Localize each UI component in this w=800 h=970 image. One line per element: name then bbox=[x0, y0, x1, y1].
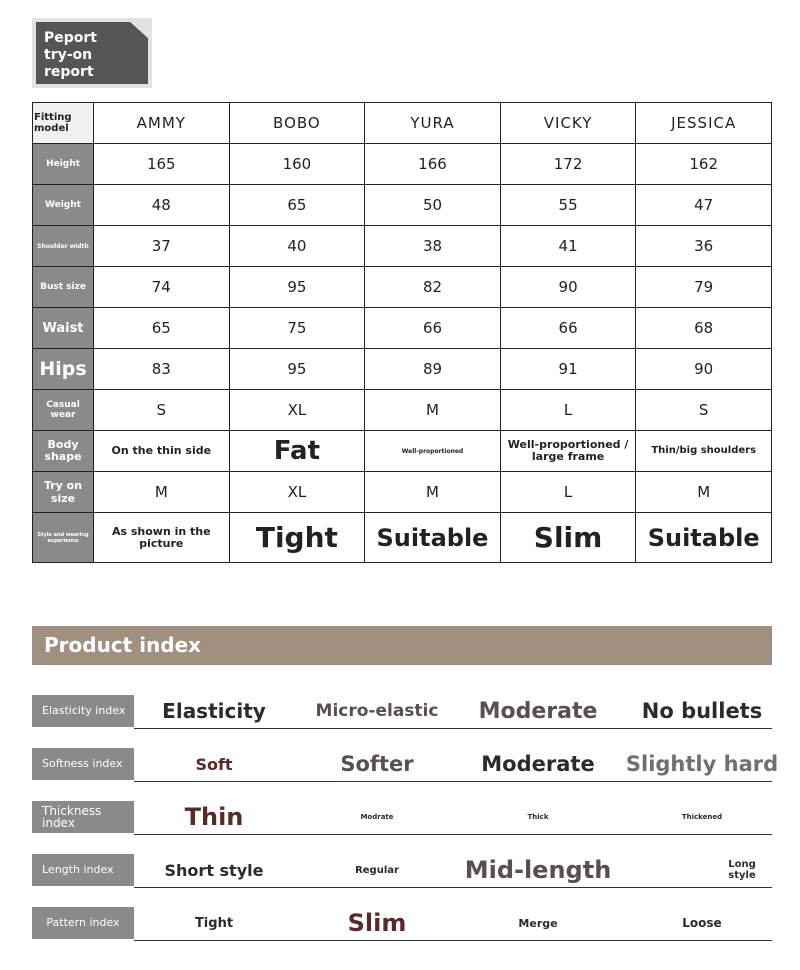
table-row bbox=[33, 144, 772, 185]
index-option: Thick bbox=[527, 813, 549, 821]
table-cell: M bbox=[636, 472, 772, 513]
index-option: Merge bbox=[518, 916, 558, 930]
model-name: VICKY bbox=[500, 103, 636, 144]
table-cell: 162 bbox=[636, 144, 772, 185]
index-option: Elasticity bbox=[162, 699, 266, 723]
index-row bbox=[32, 748, 779, 782]
corner-label: Fitting model bbox=[33, 103, 94, 144]
table-cell: 37 bbox=[94, 226, 230, 267]
table-cell: 172 bbox=[500, 144, 636, 185]
table-cell: 66 bbox=[365, 308, 501, 349]
table-cell: 160 bbox=[229, 144, 365, 185]
model-name: JESSICA bbox=[636, 103, 772, 144]
table-row bbox=[33, 513, 772, 563]
table-cell: 75 bbox=[229, 308, 365, 349]
table-cell: 79 bbox=[636, 267, 772, 308]
index-option: Regular bbox=[355, 864, 399, 876]
row-divider bbox=[134, 887, 772, 888]
fitting-table bbox=[32, 102, 772, 563]
index-option: No bullets bbox=[641, 699, 763, 723]
index-row bbox=[32, 695, 772, 729]
report-title: Peport try-on report bbox=[44, 30, 97, 80]
row-label: Style and wearing experience bbox=[33, 513, 94, 563]
index-option: Softer bbox=[340, 752, 414, 776]
table-cell: 83 bbox=[94, 349, 230, 390]
table-cell: 38 bbox=[365, 226, 501, 267]
table-row bbox=[33, 349, 772, 390]
index-option: Slightly hard bbox=[625, 752, 779, 776]
table-cell: Well-proportioned / large frame bbox=[500, 431, 636, 472]
table-cell: 48 bbox=[94, 185, 230, 226]
table-cell: 95 bbox=[229, 267, 365, 308]
table-cell: 82 bbox=[365, 267, 501, 308]
index-option: Thickened bbox=[681, 813, 723, 821]
table-cell: XL bbox=[229, 472, 365, 513]
row-label: Shoulder width bbox=[33, 226, 94, 267]
index-option: Moderate bbox=[481, 752, 595, 776]
row-divider bbox=[134, 728, 772, 729]
table-row bbox=[33, 472, 772, 513]
index-option: Thin bbox=[184, 803, 244, 831]
table-cell: Suitable bbox=[365, 513, 501, 563]
table-cell: Well-proportioned bbox=[365, 431, 501, 472]
table-cell: Fat bbox=[229, 431, 365, 472]
index-option: Modrate bbox=[360, 813, 394, 821]
row-label: Try on size bbox=[33, 472, 94, 513]
table-cell: 66 bbox=[500, 308, 636, 349]
table-cell: 74 bbox=[94, 267, 230, 308]
table-cell: 40 bbox=[229, 226, 365, 267]
product-index-title: Product index bbox=[32, 626, 772, 665]
table-cell: Suitable bbox=[636, 513, 772, 563]
index-option: Slim bbox=[347, 909, 407, 937]
index-option: Tight bbox=[194, 915, 234, 931]
table-cell: Tight bbox=[229, 513, 365, 563]
table-cell: 55 bbox=[500, 185, 636, 226]
table-cell: 47 bbox=[636, 185, 772, 226]
index-option: Soft bbox=[195, 754, 233, 774]
table-cell: 165 bbox=[94, 144, 230, 185]
table-cell: 90 bbox=[636, 349, 772, 390]
index-option: Moderate bbox=[478, 698, 598, 724]
table-cell: 65 bbox=[94, 308, 230, 349]
table-row bbox=[33, 185, 772, 226]
index-label: Length index bbox=[32, 854, 134, 886]
model-name: AMMY bbox=[94, 103, 230, 144]
table-cell: M bbox=[365, 472, 501, 513]
index-option: Mid-length bbox=[464, 856, 612, 884]
index-label: Elasticity index bbox=[32, 695, 134, 727]
table-cell: 95 bbox=[229, 349, 365, 390]
row-label: Waist bbox=[33, 308, 94, 349]
index-option: Short style bbox=[164, 860, 264, 880]
table-cell: 36 bbox=[636, 226, 772, 267]
table-row bbox=[33, 390, 772, 431]
index-option: Loose bbox=[682, 916, 722, 930]
index-row bbox=[32, 907, 772, 941]
row-label: Casual wear bbox=[33, 390, 94, 431]
table-cell: Slim bbox=[500, 513, 636, 563]
table-row bbox=[33, 308, 772, 349]
model-name: YURA bbox=[365, 103, 501, 144]
table-cell: L bbox=[500, 390, 636, 431]
table-cell: 89 bbox=[365, 349, 501, 390]
row-divider bbox=[134, 834, 772, 835]
index-label: Softness index bbox=[32, 748, 134, 780]
table-cell: 50 bbox=[365, 185, 501, 226]
model-name: BOBO bbox=[229, 103, 365, 144]
index-row bbox=[32, 854, 772, 888]
table-cell: 41 bbox=[500, 226, 636, 267]
table-cell: 68 bbox=[636, 308, 772, 349]
table-cell: On the thin side bbox=[94, 431, 230, 472]
row-label: Height bbox=[33, 144, 94, 185]
table-cell: XL bbox=[229, 390, 365, 431]
row-label: Bust size bbox=[33, 267, 94, 308]
table-cell: 91 bbox=[500, 349, 636, 390]
table-row bbox=[33, 226, 772, 267]
table-cell: 90 bbox=[500, 267, 636, 308]
table-row bbox=[33, 267, 772, 308]
report-badge bbox=[32, 18, 152, 88]
row-divider bbox=[134, 781, 772, 782]
table-cell: M bbox=[365, 390, 501, 431]
table-cell: L bbox=[500, 472, 636, 513]
table-cell: 65 bbox=[229, 185, 365, 226]
table-cell: S bbox=[636, 390, 772, 431]
row-label: Body shape bbox=[33, 431, 94, 472]
row-label: Weight bbox=[33, 185, 94, 226]
index-label: Thickness index bbox=[32, 801, 134, 833]
table-cell: 166 bbox=[365, 144, 501, 185]
table-cell: As shown in the picture bbox=[94, 513, 230, 563]
index-option: Long style bbox=[728, 859, 756, 881]
table-cell: M bbox=[94, 472, 230, 513]
index-label: Pattern index bbox=[32, 907, 134, 939]
table-header-row bbox=[33, 103, 772, 144]
table-cell: S bbox=[94, 390, 230, 431]
index-option: Micro-elastic bbox=[315, 701, 439, 721]
index-row bbox=[32, 801, 772, 835]
row-label: Hips bbox=[33, 349, 94, 390]
row-divider bbox=[134, 940, 772, 941]
table-cell: Thin/big shoulders bbox=[636, 431, 772, 472]
table-row bbox=[33, 431, 772, 472]
